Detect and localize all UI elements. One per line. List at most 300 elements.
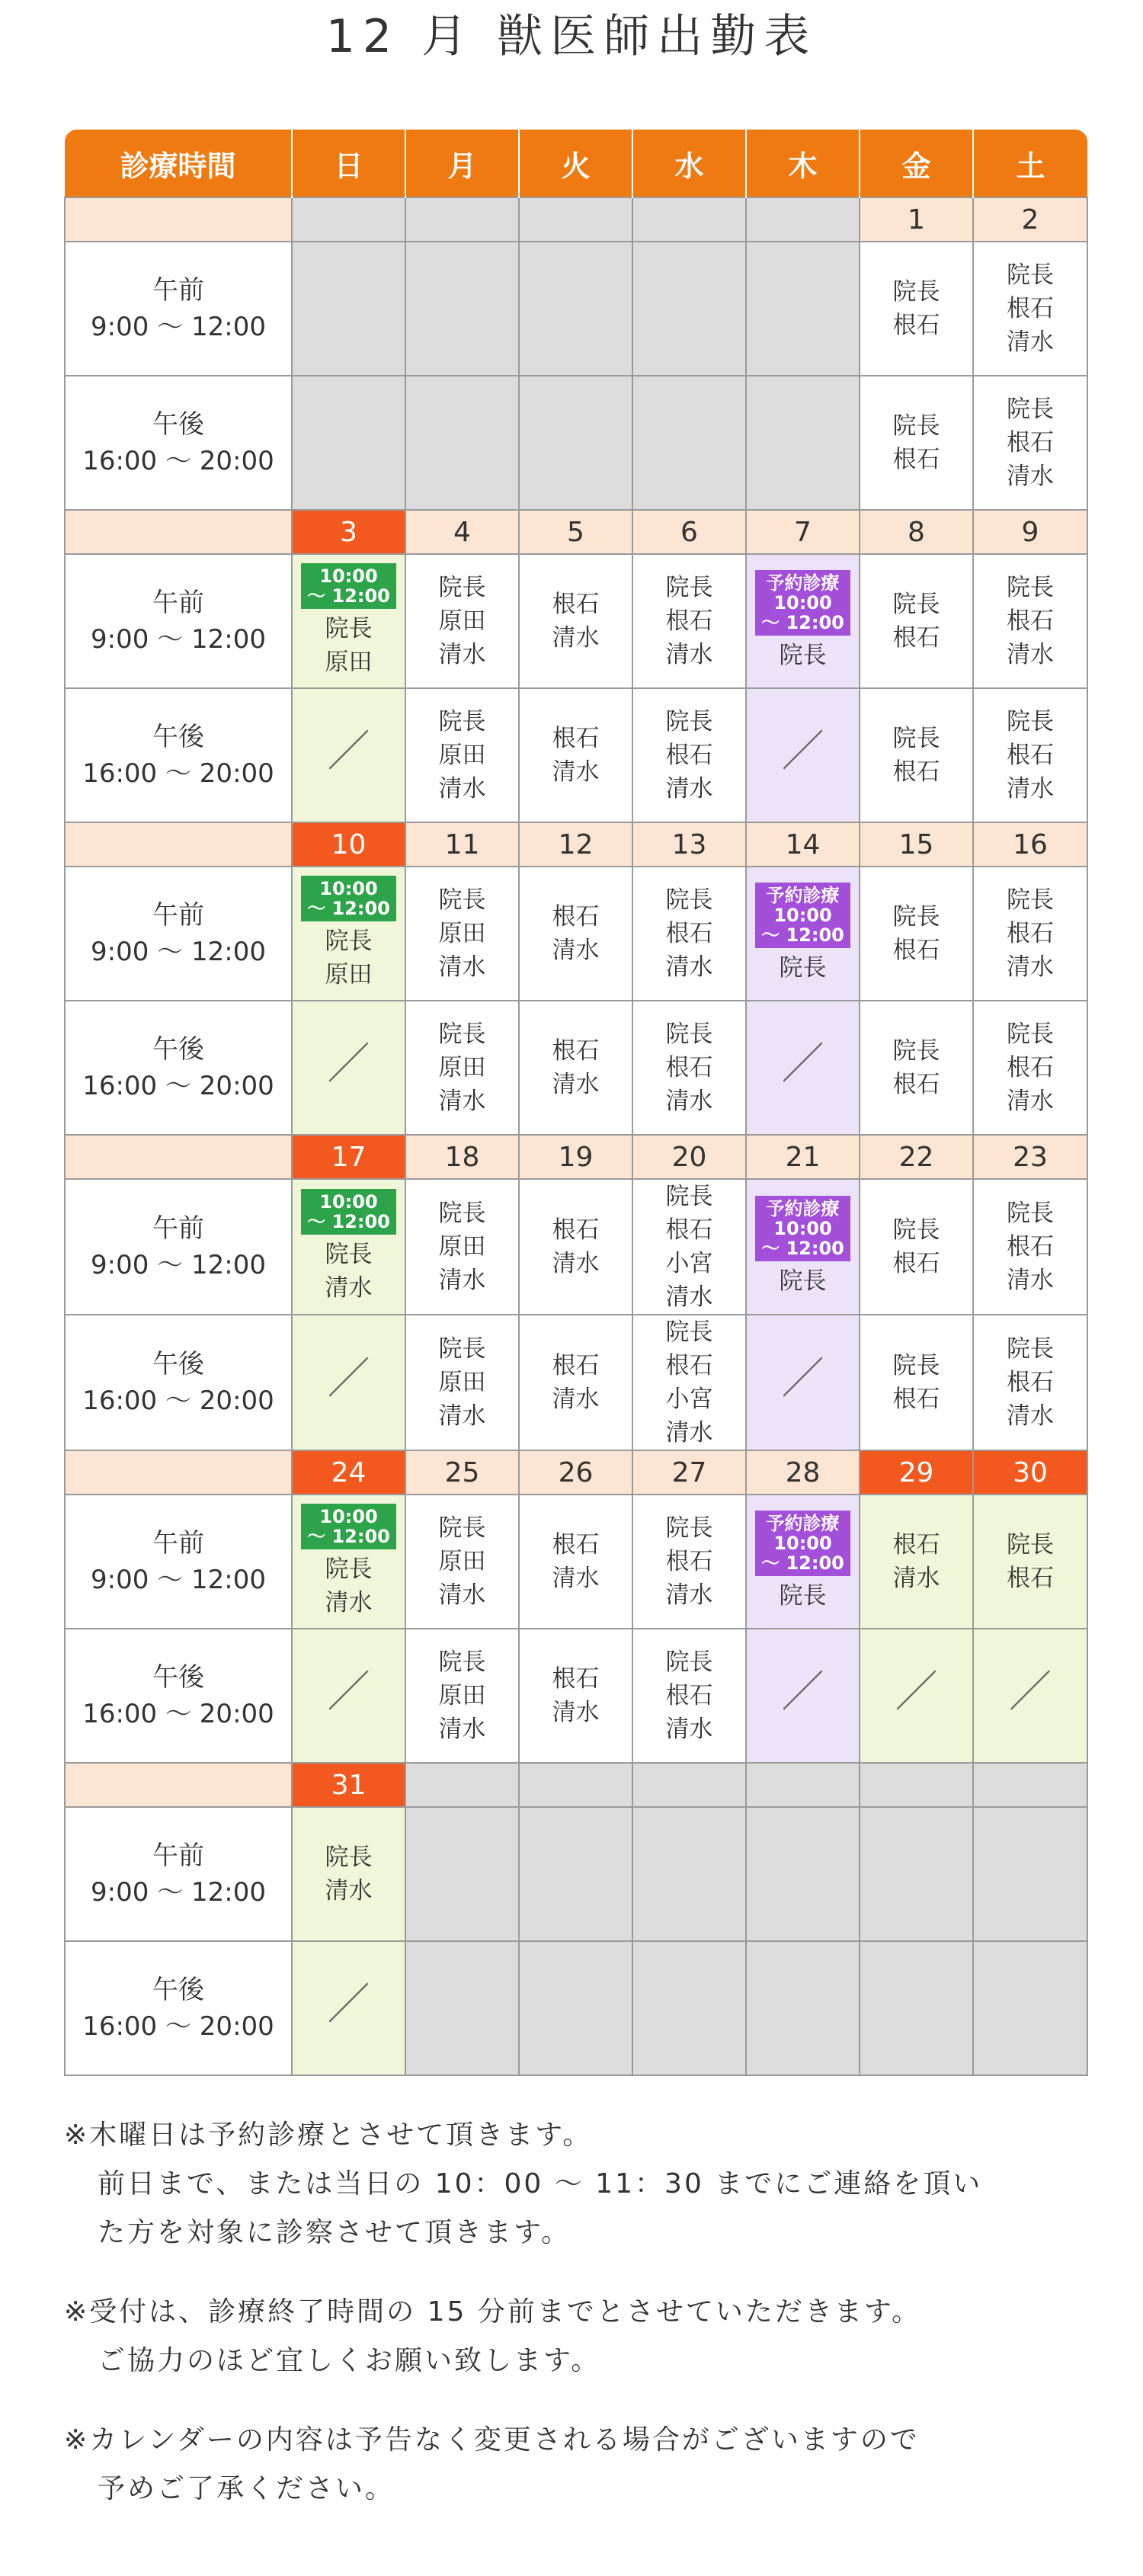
staff-name: 院長 [1007, 1200, 1054, 1227]
staff-name: 根石 [665, 1216, 713, 1244]
date-cell: 24 [292, 1450, 405, 1495]
staff-name: 原田 [438, 607, 486, 635]
staff-name: 清水 [1007, 775, 1054, 803]
staff-name: 院長 [665, 1183, 713, 1210]
time-period: 午前 [152, 1841, 204, 1871]
afternoon-row [65, 1941, 1087, 2075]
schedule-cell [860, 1179, 973, 1315]
staff-name: 院長 [325, 928, 373, 955]
schedule-cell [860, 1807, 973, 1941]
time-period: 午後 [152, 409, 204, 440]
staff-name: 根石 [552, 1216, 600, 1244]
schedule-cell [405, 1807, 519, 1941]
staff-name: 根石 [552, 1352, 600, 1379]
staff-name: 原田 [325, 961, 373, 988]
header-day: 月 [405, 130, 519, 197]
afternoon-row [65, 1315, 1087, 1450]
closed-slash: ／ [327, 1980, 370, 2030]
staff-name: 院長 [438, 1020, 486, 1048]
staff-name: 院長 [438, 1514, 486, 1542]
date-cell: 22 [860, 1135, 973, 1179]
date-cell: 19 [519, 1135, 632, 1179]
staff-name: 清水 [552, 758, 600, 786]
badge-line: 予約診療 [766, 885, 840, 906]
staff-name: 院長 [325, 1241, 373, 1268]
closed-slash: ／ [781, 1668, 824, 1717]
time-range: 16:00 ～ 20:00 [82, 446, 274, 476]
morning-row [65, 1807, 1087, 1941]
time-period: 午前 [152, 1213, 204, 1244]
schedule-cell [973, 376, 1087, 510]
schedule-cell [746, 867, 860, 1001]
note-line: た方を対象に診察させて頂きます。 [98, 2217, 572, 2248]
date-cell: 6 [632, 510, 746, 554]
page-title: 12 月 獣医師出勤表 [325, 10, 818, 63]
badge-line: 予約診療 [766, 572, 840, 594]
staff-name: 根石 [665, 1548, 713, 1575]
staff-name: 小宮 [665, 1386, 713, 1413]
time-range: 9:00 ～ 12:00 [91, 1250, 266, 1280]
date-row [65, 510, 1087, 554]
date-cell: 31 [292, 1763, 405, 1807]
schedule-cell [632, 688, 746, 822]
closed-slash: ／ [781, 727, 824, 777]
header-day: 日 [292, 130, 405, 197]
staff-name: 清水 [665, 953, 713, 981]
staff-name: 原田 [438, 1682, 486, 1709]
schedule-cell [860, 242, 973, 376]
date-cell: 14 [746, 822, 860, 867]
staff-name: 院長 [438, 886, 486, 914]
schedule-cell [519, 688, 632, 822]
staff-name: 根石 [1007, 742, 1054, 769]
staff-name: 院長 [665, 1020, 713, 1048]
note-line: ご協力のほど宜しくお願い致します。 [98, 2345, 601, 2376]
staff-name: 小宮 [665, 1250, 713, 1277]
schedule-cell [519, 1179, 632, 1315]
time-label [65, 688, 292, 822]
schedule-cell [860, 376, 973, 510]
schedule-cell [405, 1315, 519, 1450]
date-cell: 2 [973, 197, 1087, 242]
schedule-cell [405, 1495, 519, 1629]
date-row [65, 822, 1087, 867]
staff-name: 院長 [892, 1037, 940, 1065]
time-label [65, 1629, 292, 1763]
staff-name: 院長 [1007, 396, 1054, 423]
schedule-cell [405, 242, 519, 376]
staff-name: 清水 [438, 1716, 486, 1743]
closed-slash: ／ [327, 1668, 370, 1717]
sunday-hours-badge [301, 563, 396, 609]
staff-name: 清水 [552, 1699, 600, 1726]
staff-name: 根石 [1007, 607, 1054, 635]
badge-line: 10:00 [773, 905, 832, 926]
staff-name: 院長 [1007, 886, 1054, 914]
staff-name: 清水 [665, 1716, 713, 1743]
staff-name: 院長 [438, 708, 486, 735]
schedule-cell [519, 554, 632, 688]
time-period: 午後 [152, 722, 204, 752]
time-range: 9:00 ～ 12:00 [91, 1877, 266, 1908]
staff-name: 清水 [438, 1402, 486, 1430]
badge-line: 10:00 [319, 566, 378, 587]
badge-line: ～ 12:00 [307, 1526, 390, 1547]
note-paragraph [64, 2288, 1100, 2385]
date-cell [746, 1763, 860, 1807]
header-day: 土 [973, 130, 1087, 197]
staff-name: 原田 [325, 649, 373, 676]
staff-name: 清水 [552, 1386, 600, 1413]
staff-name: 院長 [892, 591, 940, 618]
staff-name: 院長 [665, 1318, 713, 1346]
date-cell: 12 [519, 822, 632, 867]
staff-name: 根石 [665, 742, 713, 769]
date-row-label [65, 510, 292, 554]
staff-name: 根石 [892, 1386, 940, 1413]
staff-name: 根石 [1007, 1369, 1054, 1396]
time-range: 16:00 ～ 20:00 [82, 758, 274, 789]
sunday-hours-badge [301, 1189, 396, 1235]
afternoon-row [65, 688, 1087, 822]
time-label [65, 242, 292, 376]
schedule-cell [632, 1179, 746, 1315]
badge-line: 予約診療 [766, 1198, 840, 1219]
date-cell: 7 [746, 510, 860, 554]
header-time: 診療時間 [65, 130, 292, 197]
staff-name: 原田 [438, 1233, 486, 1261]
staff-name: 院長 [1007, 574, 1054, 601]
staff-name: 院長 [779, 1267, 827, 1295]
schedule-cell [519, 1807, 632, 1941]
header-day: 金 [860, 130, 973, 197]
afternoon-row [65, 1001, 1087, 1135]
closed-slash: ／ [895, 1668, 938, 1717]
staff-name: 根石 [665, 607, 713, 635]
morning-row [65, 242, 1087, 376]
schedule-cell [519, 1629, 632, 1763]
closed-slash: ／ [1009, 1668, 1052, 1717]
time-period: 午前 [152, 1528, 204, 1559]
schedule-cell [632, 1495, 746, 1629]
date-cell: 1 [860, 197, 973, 242]
reservation-badge [755, 1196, 850, 1261]
schedule-body [65, 197, 1087, 2075]
staff-name: 院長 [779, 1582, 827, 1610]
schedule-cell [746, 688, 860, 822]
schedule-cell [973, 1629, 1087, 1763]
staff-name: 根石 [552, 1531, 600, 1559]
schedule-cell [519, 1315, 632, 1450]
notes-section [64, 2111, 1100, 2544]
time-period: 午後 [152, 1975, 204, 2005]
schedule-cell [519, 1001, 632, 1135]
badge-line: ～ 12:00 [307, 898, 390, 919]
staff-name: 院長 [438, 1200, 486, 1227]
staff-name: 院長 [892, 1352, 940, 1379]
schedule-cell [292, 1495, 405, 1629]
date-row-label [65, 822, 292, 867]
date-row [65, 197, 1087, 242]
schedule-cell [746, 1179, 860, 1315]
schedule-cell [860, 554, 973, 688]
schedule-cell [632, 1807, 746, 1941]
schedule-cell [519, 1495, 632, 1629]
schedule-cell [519, 867, 632, 1001]
staff-name: 根石 [892, 624, 940, 652]
schedule-cell [746, 1495, 860, 1629]
staff-name: 院長 [1007, 1531, 1054, 1559]
staff-name: 清水 [325, 1877, 373, 1905]
date-cell: 17 [292, 1135, 405, 1179]
time-label [65, 1807, 292, 1941]
date-cell: 20 [632, 1135, 746, 1179]
schedule-cell [292, 1941, 405, 2075]
schedule-cell [860, 1629, 973, 1763]
staff-name: 清水 [665, 641, 713, 668]
badge-line: 10:00 [319, 1506, 378, 1527]
sunday-hours-badge [301, 1504, 396, 1549]
staff-name: 根石 [1007, 1054, 1054, 1081]
schedule-cell [632, 1001, 746, 1135]
note-line: ※カレンダーの内容は予告なく変更される場合がございますので [64, 2424, 920, 2456]
date-cell: 13 [632, 822, 746, 867]
morning-row [65, 1179, 1087, 1315]
reservation-badge [755, 570, 850, 636]
schedule-cell [746, 1807, 860, 1941]
staff-name: 根石 [1007, 1565, 1054, 1592]
staff-name: 清水 [665, 1581, 713, 1609]
schedule-cell [632, 242, 746, 376]
schedule-cell [405, 1941, 519, 2075]
date-row-label [65, 1135, 292, 1179]
staff-name: 根石 [665, 920, 713, 947]
schedule-cell [746, 1315, 860, 1450]
date-cell [746, 197, 860, 242]
schedule-cell [519, 242, 632, 376]
staff-name: 清水 [438, 641, 486, 668]
note-line: 予めご了承ください。 [98, 2473, 395, 2504]
staff-name: 院長 [1007, 1020, 1054, 1048]
schedule-cell [292, 554, 405, 688]
time-range: 16:00 ～ 20:00 [82, 2011, 274, 2042]
staff-name: 清水 [665, 1283, 713, 1311]
staff-name: 清水 [1007, 641, 1054, 668]
staff-name: 根石 [1007, 295, 1054, 322]
schedule-cell [860, 867, 973, 1001]
staff-name: 根石 [1007, 429, 1054, 457]
schedule-cell [973, 242, 1087, 376]
staff-name: 清水 [892, 1565, 940, 1592]
schedule-cell [292, 867, 405, 1001]
staff-name: 清水 [552, 937, 600, 964]
schedule-cell [519, 376, 632, 510]
badge-line: 10:00 [773, 1533, 832, 1554]
date-row-label [65, 1763, 292, 1807]
staff-name: 院長 [665, 1514, 713, 1542]
staff-name: 根石 [665, 1352, 713, 1379]
schedule-cell [860, 688, 973, 822]
time-range: 9:00 ～ 12:00 [91, 937, 266, 967]
staff-name: 根石 [892, 1071, 940, 1098]
schedule-cell [973, 688, 1087, 822]
note-paragraph [64, 2416, 1100, 2514]
staff-name: 院長 [1007, 261, 1054, 289]
schedule-cell [973, 1941, 1087, 2075]
date-cell: 9 [973, 510, 1087, 554]
schedule-cell [973, 867, 1087, 1001]
date-cell: 8 [860, 510, 973, 554]
date-cell [632, 1763, 746, 1807]
time-label [65, 1495, 292, 1629]
staff-name: 清水 [1007, 953, 1054, 981]
closed-slash: ／ [781, 1040, 824, 1089]
schedule-cell [292, 1315, 405, 1450]
staff-name: 根石 [552, 1037, 600, 1065]
badge-line: 10:00 [773, 1218, 832, 1239]
time-label [65, 376, 292, 510]
staff-name: 院長 [665, 708, 713, 735]
schedule-table [64, 130, 1088, 2076]
schedule-cell [746, 242, 860, 376]
date-cell [632, 197, 746, 242]
date-row-label [65, 1450, 292, 1495]
staff-name: 根石 [1007, 920, 1054, 947]
staff-name: 清水 [438, 1581, 486, 1609]
staff-name: 根石 [892, 1531, 940, 1559]
date-cell: 15 [860, 822, 973, 867]
schedule-cell [746, 376, 860, 510]
time-period: 午前 [152, 900, 204, 931]
schedule-cell [292, 376, 405, 510]
header-day: 木 [746, 130, 860, 197]
schedule-cell [632, 376, 746, 510]
time-period: 午後 [152, 1034, 204, 1065]
date-cell [292, 197, 405, 242]
staff-name: 根石 [892, 312, 940, 339]
date-cell [405, 1763, 519, 1807]
staff-name: 院長 [892, 725, 940, 752]
afternoon-row [65, 376, 1087, 510]
time-range: 16:00 ～ 20:00 [82, 1699, 274, 1729]
header-day: 水 [632, 130, 746, 197]
date-cell: 27 [632, 1450, 746, 1495]
schedule-cell [632, 1315, 746, 1450]
badge-line: 10:00 [319, 1191, 378, 1213]
staff-name: 根石 [892, 446, 940, 473]
header-row [65, 130, 1087, 197]
schedule-cell [860, 1001, 973, 1135]
schedule-cell [746, 554, 860, 688]
staff-name: 清水 [665, 775, 713, 803]
badge-line: 10:00 [319, 878, 378, 899]
date-cell [973, 1763, 1087, 1807]
staff-name: 清水 [552, 1565, 600, 1592]
time-period: 午後 [152, 1349, 204, 1379]
staff-name: 清水 [438, 775, 486, 803]
time-range: 9:00 ～ 12:00 [91, 624, 266, 655]
staff-name: 院長 [892, 1216, 940, 1244]
staff-name: 院長 [325, 1844, 373, 1871]
date-row-label [65, 197, 292, 242]
time-period: 午前 [152, 588, 204, 618]
schedule-cell [860, 1941, 973, 2075]
staff-name: 根石 [665, 1682, 713, 1709]
header-day: 火 [519, 130, 632, 197]
date-cell: 18 [405, 1135, 519, 1179]
staff-name: 清水 [325, 1589, 373, 1616]
staff-name: 院長 [779, 954, 827, 982]
note-line: ※受付は、診療終了時間の 15 分前までとさせていただきます。 [64, 2296, 921, 2328]
staff-name: 院長 [325, 1556, 373, 1583]
time-range: 9:00 ～ 12:00 [91, 1565, 266, 1595]
staff-name: 院長 [438, 1648, 486, 1676]
staff-name: 根石 [552, 725, 600, 752]
reservation-badge [755, 1511, 850, 1576]
note-paragraph [64, 2111, 1100, 2257]
time-label [65, 1941, 292, 2075]
schedule-cell [746, 1941, 860, 2075]
schedule-cell [973, 1001, 1087, 1135]
closed-slash: ／ [327, 1040, 370, 1089]
staff-name: 根石 [892, 1250, 940, 1277]
morning-row [65, 1495, 1087, 1629]
schedule-cell [405, 688, 519, 822]
morning-row [65, 554, 1087, 688]
date-cell: 26 [519, 1450, 632, 1495]
staff-name: 根石 [892, 758, 940, 786]
badge-line: 予約診療 [766, 1513, 840, 1534]
date-cell: 16 [973, 822, 1087, 867]
schedule-cell [632, 554, 746, 688]
staff-name: 根石 [552, 591, 600, 618]
staff-name: 清水 [552, 624, 600, 652]
time-range: 16:00 ～ 20:00 [82, 1386, 274, 1416]
date-cell: 11 [405, 822, 519, 867]
staff-name: 清水 [552, 1250, 600, 1277]
staff-name: 原田 [438, 1054, 486, 1081]
staff-name: 原田 [438, 742, 486, 769]
reservation-badge [755, 883, 850, 948]
staff-name: 根石 [892, 937, 940, 964]
staff-name: 清水 [665, 1419, 713, 1447]
staff-name: 院長 [665, 1648, 713, 1676]
staff-name: 院長 [779, 642, 827, 669]
schedule-cell [973, 1315, 1087, 1450]
morning-row [65, 867, 1087, 1001]
date-cell: 30 [973, 1450, 1087, 1495]
schedule-cell [746, 1629, 860, 1763]
closed-slash: ／ [327, 1354, 370, 1404]
staff-name: 院長 [438, 574, 486, 601]
time-label [65, 1179, 292, 1315]
staff-name: 清水 [1007, 1267, 1054, 1294]
staff-name: 清水 [438, 1267, 486, 1294]
staff-name: 院長 [892, 903, 940, 931]
schedule-cell [746, 1001, 860, 1135]
staff-name: 根石 [552, 1665, 600, 1693]
staff-name: 清水 [552, 1071, 600, 1098]
time-label [65, 1001, 292, 1135]
staff-name: 清水 [325, 1274, 373, 1302]
staff-name: 院長 [1007, 1335, 1054, 1363]
date-cell: 4 [405, 510, 519, 554]
schedule-cell [405, 554, 519, 688]
time-label [65, 1315, 292, 1450]
date-row [65, 1135, 1087, 1179]
date-cell: 29 [860, 1450, 973, 1495]
staff-name: 院長 [892, 412, 940, 440]
